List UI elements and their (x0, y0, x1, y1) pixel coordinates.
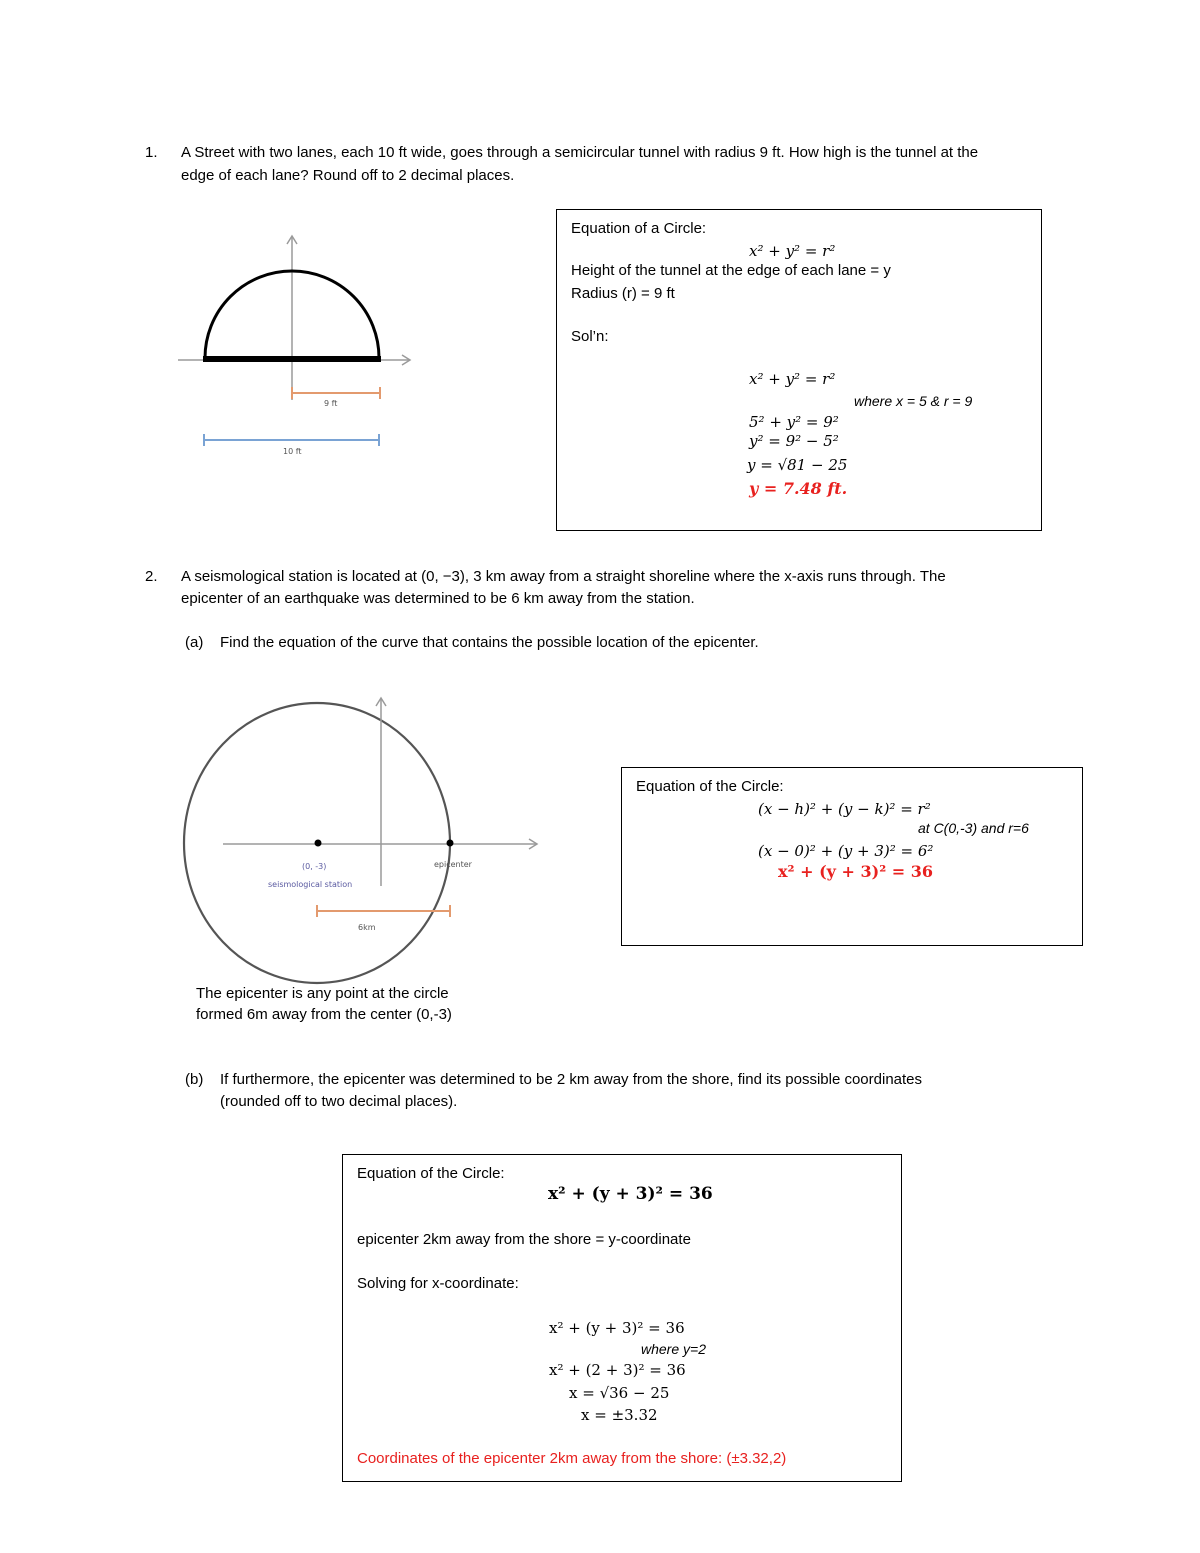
box3-solving-label: Solving for x-coordinate: (357, 1275, 519, 1292)
box2-title: Equation of the Circle: (636, 778, 784, 795)
box3-conclusion: Coordinates of the epicenter 2km away from the shore: (±3.32,2) (357, 1450, 787, 1467)
box2-answer: x² + (y + 3)² = 36 (778, 862, 934, 881)
problem2-text-line2: epicenter of an earthquake was determined to be 6 km away from the station. (181, 590, 695, 607)
box1-radius-definition: Radius (r) = 9 ft (571, 285, 675, 302)
part-a-text: Find the equation of the curve that contains the possible location of the epicenter. (220, 634, 759, 651)
problem2-text-line1: A seismological station is located at (0, −3), 3 km away from a straight shoreline where the x-axis runs through. The (181, 568, 946, 585)
box1-step2: 5² + y² = 9² (749, 413, 839, 431)
box3-where: where y=2 (641, 1341, 706, 1357)
box1-where: where x = 5 & r = 9 (854, 393, 973, 409)
problem1-solution-box (556, 209, 1042, 531)
box1-step3: y² = 9² − 5² (749, 432, 839, 450)
box1-title: Equation of a Circle: (571, 220, 707, 237)
part-b-text-line2: (rounded off to two decimal places). (220, 1093, 458, 1110)
distance-label: 6km (358, 923, 376, 932)
box1-step1: x² + y² = r² (749, 370, 836, 388)
box3-step4: x = ±3.32 (581, 1406, 658, 1424)
problem1-number: 1. (145, 144, 158, 161)
part-b-text-line1: If furthermore, the epicenter was determined to be 2 km away from the shore, find its possible coordinates (220, 1071, 923, 1088)
box3-step1: x² + (y + 3)² = 36 (549, 1319, 685, 1337)
tunnel-figure (170, 228, 430, 468)
part-a-label: (a) (185, 634, 204, 651)
station-point (315, 840, 322, 847)
box2-general-equation: (x − h)² + (y − k)² = r² (758, 800, 931, 818)
box2-step1: (x − 0)² + (y + 3)² = 6² (758, 842, 934, 860)
box1-height-definition: Height of the tunnel at the edge of each lane = y (571, 262, 891, 279)
part-b-label: (b) (185, 1071, 204, 1088)
part-b-solution-box (342, 1154, 902, 1482)
width-label: 10 ft (283, 447, 302, 456)
box3-step3: x = √36 − 25 (569, 1384, 670, 1402)
epicenter-label: epicenter (434, 860, 472, 869)
station-label: seismological station (268, 880, 353, 889)
caption-line2: formed 6m away from the center (0,-3) (196, 1006, 452, 1023)
box1-answer: y = 7.48 ft. (749, 479, 848, 498)
circle-figure (175, 690, 555, 990)
station-point-label: (0, -3) (302, 862, 327, 871)
problem1-text-line1: A Street with two lanes, each 10 ft wide, goes through a semicircular tunnel with radius 9 ft. How high is the tunnel at the (181, 144, 979, 161)
box3-step2: x² + (2 + 3)² = 36 (549, 1361, 686, 1379)
box2-where: at C(0,-3) and r=6 (918, 820, 1029, 836)
caption-line1: The epicenter is any point at the circle (196, 985, 449, 1002)
part-a-solution-box (621, 767, 1083, 946)
box1-circle-equation: x² + y² = r² (749, 242, 836, 260)
radius-label: 9 ft (324, 399, 338, 408)
box1-solution-label: Sol’n: (571, 328, 609, 345)
box3-y-coordinate-note: epicenter 2km away from the shore = y-coordinate (357, 1231, 691, 1248)
problem1-text-line2: edge of each lane? Round off to 2 decimal places. (181, 167, 515, 184)
box1-step4: y = √81 − 25 (747, 456, 848, 474)
box3-title: Equation of the Circle: (357, 1165, 505, 1182)
epicenter-point (447, 840, 454, 847)
box3-circle-equation: x² + (y + 3)² = 36 (548, 1184, 713, 1204)
problem2-number: 2. (145, 568, 158, 585)
